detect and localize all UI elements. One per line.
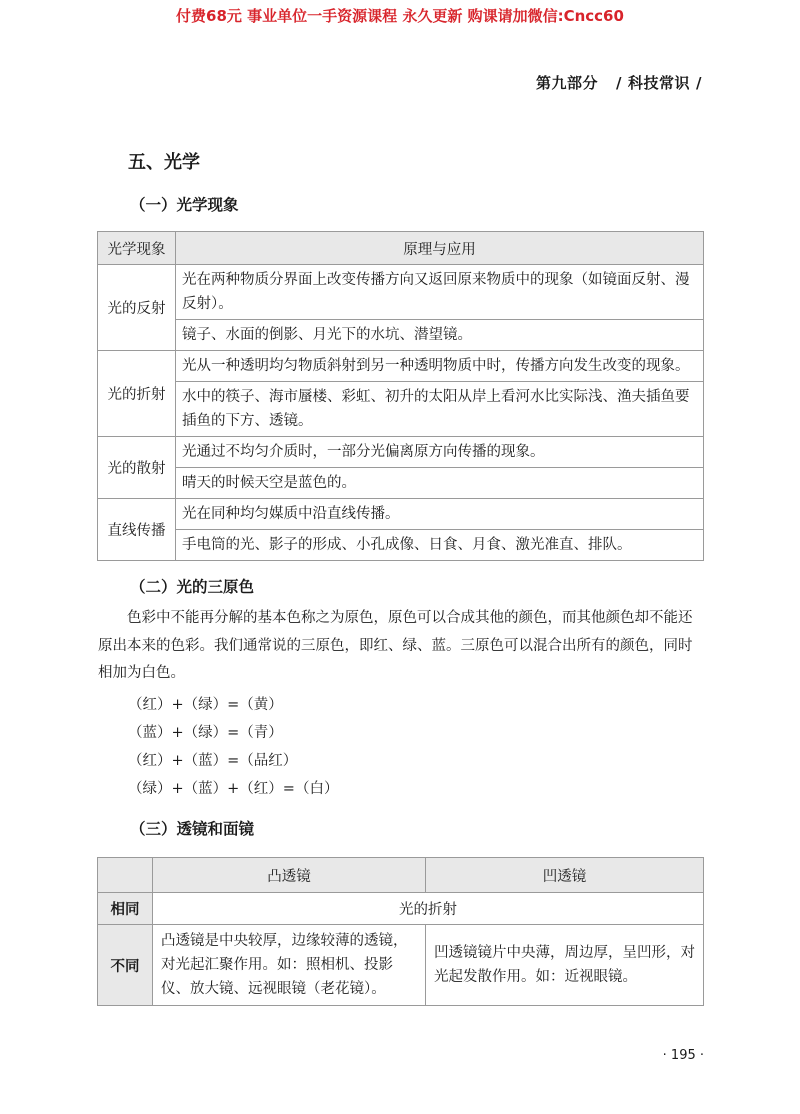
application-cell: 手电筒的光、影子的形成、小孔成像、日食、月食、激光准直、排队。 (176, 530, 704, 561)
row-label-different: 不同 (98, 925, 153, 1006)
header-concave-lens: 凹透镜 (426, 858, 704, 893)
table-header-row (98, 858, 704, 893)
table-row (98, 468, 704, 499)
phenomenon-cell: 光的散射 (98, 437, 176, 499)
optics-phenomena-table (97, 231, 704, 561)
phenomenon-cell: 光的反射 (98, 265, 176, 351)
running-head-separator: / (616, 74, 622, 92)
page-number: · 195 · (662, 1048, 704, 1063)
table-header-row (98, 232, 704, 265)
color-formula: （红）+（蓝）=（品红） (128, 753, 298, 769)
subsection-title-lenses: （三）透镜和面镜 (130, 820, 255, 838)
primary-colors-paragraph: 色彩中不能再分解的基本色称之为原色，原色可以合成其他的颜色，而其他颜色却不能还原出本来的色彩。我们通常说的三原色，即红、绿、蓝。三原色可以混合出所有的颜色，同时相加为白色。 (98, 610, 693, 681)
table-row (98, 382, 704, 437)
table-row (98, 437, 704, 468)
principle-cell: 光在同种均匀媒质中沿直线传播。 (176, 499, 704, 530)
concave-lens-cell: 凹透镜镜片中央薄，周边厚，呈凹形，对光起发散作用。如：近视眼镜。 (426, 925, 704, 1006)
lens-comparison-table (97, 857, 704, 1006)
principle-cell: 光通过不均匀介质时，一部分光偏离原方向传播的现象。 (176, 437, 704, 468)
header-blank (98, 858, 153, 893)
running-head (536, 72, 702, 93)
table-row (98, 499, 704, 530)
color-formula: （绿）+（蓝）+（红）=（白） (128, 781, 339, 797)
application-cell: 水中的筷子、海市蜃楼、彩虹、初升的太阳从岸上看河水比实际浅、渔夫插鱼要插鱼的下方、透镜。 (176, 382, 704, 437)
table-row (98, 530, 704, 561)
promo-banner: 付费68元 事业单位一手资源课程 永久更新 购课请加微信:Cncc60 (176, 7, 624, 25)
subsection-title-primary-colors: （二）光的三原色 (130, 578, 255, 596)
principle-cell: 光在两种物质分界面上改变传播方向又返回原来物质中的现象（如镜面反射、漫反射）。 (176, 265, 704, 320)
color-formula: （蓝）+（绿）=（青） (128, 725, 283, 741)
section-title: 五、光学 (128, 152, 200, 173)
table-row (98, 265, 704, 320)
header-phenomenon: 光学现象 (98, 232, 176, 265)
subsection-title-phenomena: （一）光学现象 (130, 196, 239, 214)
table-row (98, 893, 704, 925)
principle-cell: 光从一种透明均匀物质斜射到另一种透明物质中时，传播方向发生改变的现象。 (176, 351, 704, 382)
table-row (98, 320, 704, 351)
convex-lens-cell: 凸透镜是中央较厚，边缘较薄的透镜，对光起汇聚作用。如：照相机、投影仪、放大镜、远视眼镜（老花镜）。 (153, 925, 426, 1006)
header-convex-lens: 凸透镜 (153, 858, 426, 893)
row-label-same: 相同 (98, 893, 153, 925)
running-head-separator-end: / (696, 74, 702, 92)
table-row (98, 925, 704, 1006)
application-cell: 晴天的时候天空是蓝色的。 (176, 468, 704, 499)
color-formula: （红）+（绿）=（黄） (128, 697, 283, 713)
same-value-cell: 光的折射 (153, 893, 704, 925)
running-head-topic: 科技常识 (628, 74, 691, 92)
running-head-part: 第九部分 (536, 74, 599, 92)
phenomenon-cell: 直线传播 (98, 499, 176, 561)
table-row (98, 351, 704, 382)
phenomenon-cell: 光的折射 (98, 351, 176, 437)
header-principle: 原理与应用 (176, 232, 704, 265)
application-cell: 镜子、水面的倒影、月光下的水坑、潜望镜。 (176, 320, 704, 351)
